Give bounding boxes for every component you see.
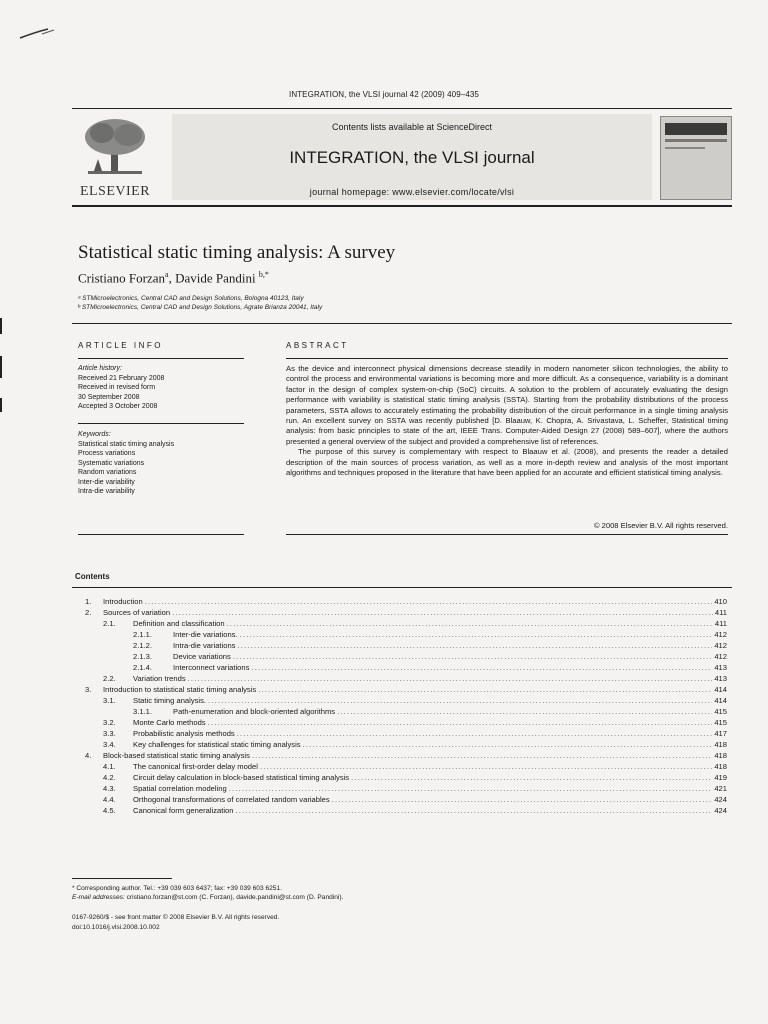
toc-title: Orthogonal transformations of correlated random variables: [133, 795, 330, 804]
toc-page: 410: [714, 597, 727, 606]
footnote-rule: [72, 878, 172, 879]
toc-leader: [208, 717, 713, 728]
toc-page: 412: [714, 652, 727, 661]
email-addresses[interactable]: cristiano.forzan@st.com (C. Forzan), davide.pandini@st.com (D. Pandini).: [126, 894, 344, 901]
toc-leader: [252, 750, 712, 761]
toc-number: 2.1.1.: [133, 630, 152, 639]
toc-page: 413: [714, 663, 727, 672]
affiliation-b: ᵇ STMicroelectronics, Central CAD and Design Solutions, Agrate Brianza 20041, Italy: [78, 304, 323, 311]
toc-number: 4.3.: [103, 784, 116, 793]
abstract-rule: [286, 534, 728, 535]
toc-number: 3.4.: [103, 740, 116, 749]
toc-title: Canonical form generalization: [133, 806, 234, 815]
toc-title: Spatial correlation modeling: [133, 784, 227, 793]
toc-entry[interactable]: [75, 739, 727, 750]
toc-number: 2.1.3.: [133, 652, 152, 661]
toc-number: 2.1.4.: [133, 663, 152, 672]
toc-title: Intra-die variations: [173, 641, 236, 650]
article-title: Statistical static timing analysis: A survey: [78, 242, 396, 263]
toc-entry[interactable]: [75, 651, 727, 662]
toc-page: 412: [714, 641, 727, 650]
toc-entry[interactable]: [75, 629, 727, 640]
history-line: Accepted 3 October 2008: [78, 403, 158, 410]
abstract-paragraph: The purpose of this survey is complementary with respect to Blaauw et al. (2008), and presents the reader a detailed description of the main sources of process variation, as well as a more in-depth review and analysis of the most important algorithms and techniques proposed in the literature that have been applied for an accurate and efficient statistical timing analysis.: [286, 447, 728, 478]
journal-banner: [72, 112, 732, 204]
toc-page: 414: [714, 696, 727, 705]
toc-title: Monte Carlo methods: [133, 718, 206, 727]
toc-number: 2.1.2.: [133, 641, 152, 650]
author-name: Davide Pandini: [175, 270, 256, 286]
article-info-heading: ARTICLE INFO: [78, 341, 163, 350]
toc-title: Path-enumeration and block-oriented algorithms: [173, 707, 336, 716]
toc-title: Inter-die variations.: [173, 630, 238, 639]
affiliation-rule: [72, 323, 732, 324]
toc-number: 3.3.: [103, 729, 116, 738]
toc-number: 4.5.: [103, 806, 116, 815]
toc-entry[interactable]: [75, 640, 727, 651]
toc-entry[interactable]: [75, 684, 727, 695]
email-line: [72, 893, 343, 902]
toc-title: Circuit delay calculation in block-based statistical timing analysis: [133, 773, 350, 782]
history-line: Received in revised form: [78, 384, 156, 391]
toc-number: 2.: [85, 608, 92, 617]
toc-title: Definition and classification: [133, 619, 225, 628]
toc-page: 424: [714, 795, 727, 804]
keywords-label: Keywords:: [78, 431, 111, 438]
toc-page: 419: [714, 773, 727, 782]
toc-leader: [235, 805, 712, 816]
toc-page: 411: [714, 608, 727, 617]
header-rule: [72, 108, 732, 109]
toc-number: 3.1.1.: [133, 707, 152, 716]
journal-cover-image: [660, 116, 732, 200]
author-separator: ,: [168, 270, 176, 286]
toc-entry[interactable]: [75, 761, 727, 772]
article-history: [78, 364, 164, 412]
toc-title: Introduction: [103, 597, 143, 606]
toc-title: Key challenges for statistical static timing analysis: [133, 740, 301, 749]
author-line: [78, 270, 269, 286]
toc-number: 2.2.: [103, 674, 116, 683]
toc-entry[interactable]: [75, 673, 727, 684]
toc-title: Probabilistic analysis methods: [133, 729, 235, 738]
history-line: 30 September 2008: [78, 393, 140, 401]
journal-homepage[interactable]: journal homepage: www.elsevier.com/locate/vlsi: [309, 187, 515, 197]
toc-leader: [233, 651, 713, 662]
toc-leader: [188, 673, 713, 684]
toc-page: 413: [714, 674, 727, 683]
keyword: Inter-die variability: [78, 478, 135, 486]
toc-page: 418: [714, 740, 727, 749]
toc-leader: [240, 629, 713, 640]
toc-number: 4.2.: [103, 773, 116, 782]
keyword: Random variations: [78, 469, 137, 476]
contents-rule: [72, 587, 732, 588]
keyword: Intra-die variability: [78, 488, 135, 495]
toc-page: 415: [714, 718, 727, 727]
contents-heading: Contents: [75, 572, 110, 581]
affiliation-a: ᵃ STMicroelectronics, Central CAD and Design Solutions, Bologna 40123, Italy: [78, 295, 304, 302]
abstract-paragraph: As the device and interconnect physical dimensions decrease steadily in modern nanometer silicon technologies, the ability to control the process and environmental variations is becoming more and more difficult. As a consequence, variability is a dominant factor in the design of complex system-on-chip (SoC) circuits. A solution to the problem of accurately evaluating the design performance with variability is statistical static timing analysis (SSTA). Starting from the probability distributions of the process parameters, SSTA allows to accurately estimating the probability distribution of the circuit performance in a single timing analysis run. An excellent survey on SSTA was recently published [D. Blaauw, K. Chopra, A. Srivastava, L. Scheffer, Statistical timing analysis: from basic principles to state of the art, IEEE Trans. Computer-Aided Design 27 (2008) 589–607], where the authors presented a general overview of the subject and provided a comprehensive list of references.: [286, 364, 728, 446]
info-rule: [78, 534, 244, 535]
toc-entry[interactable]: [75, 607, 727, 618]
toc-entry[interactable]: [75, 596, 727, 607]
scan-edge-mark: [0, 318, 2, 334]
journal-info-box: [172, 114, 652, 200]
toc-page: 411: [714, 619, 727, 628]
toc-title: Block-based statistical static timing analysis: [103, 751, 250, 760]
toc-title: The canonical first-order delay model: [133, 762, 258, 771]
sciencedirect-line: Contents lists available at ScienceDirect: [331, 122, 493, 132]
toc-number: 1.: [85, 597, 92, 606]
toc-leader: [337, 706, 712, 717]
toc-leader: [227, 618, 713, 629]
toc-leader: [258, 684, 712, 695]
toc-entry[interactable]: [75, 750, 727, 761]
toc-leader: [229, 783, 713, 794]
keyword: Process variations: [78, 450, 136, 457]
toc-entry[interactable]: [75, 717, 727, 728]
toc-page: 418: [714, 751, 727, 760]
toc-number: 4.1.: [103, 762, 116, 771]
abstract-rule: [286, 358, 728, 359]
toc-entry[interactable]: [75, 662, 727, 673]
publisher-logo: [72, 117, 158, 201]
doi-line[interactable]: doi:10.1016/j.vlsi.2008.10.002: [72, 924, 160, 931]
toc-page: 414: [714, 685, 727, 694]
running-head: INTEGRATION, the VLSI journal 42 (2009) 409–435: [289, 90, 479, 99]
affiliation-marker: a: [165, 270, 169, 279]
toc-leader: [260, 761, 712, 772]
toc-leader: [251, 662, 712, 673]
toc-number: 4.: [85, 751, 92, 760]
keywords: [78, 430, 174, 497]
toc-number: 3.1.: [103, 696, 116, 705]
info-rule: [78, 423, 244, 424]
info-rule: [78, 358, 244, 359]
issn-block: [72, 913, 279, 933]
toc-page: 417: [714, 729, 727, 738]
toc-entry[interactable]: [75, 695, 727, 706]
toc-leader: [332, 794, 713, 805]
toc-page: 424: [714, 806, 727, 815]
toc-title: Interconnect variations: [173, 663, 250, 672]
tree-logo-icon: [80, 117, 150, 177]
toc-leader: [303, 739, 713, 750]
abstract-body: [286, 364, 728, 478]
scan-edge-mark: [0, 356, 2, 378]
keyword: Statistical static timing analysis: [78, 440, 175, 448]
email-label: E-mail addresses:: [72, 894, 125, 901]
issn-line: 0167-9260/$ - see front matter © 2008 Elsevier B.V. All rights reserved.: [72, 914, 280, 921]
copyright-notice: © 2008 Elsevier B.V. All rights reserved.: [593, 521, 728, 530]
toc-page: 412: [714, 630, 727, 639]
toc-entry[interactable]: [75, 805, 727, 816]
corresponding-author: * Corresponding author. Tel.: +39 039 603 6437; fax: +39 039 603 6251.: [72, 885, 282, 892]
scan-edge-mark: [0, 398, 2, 412]
toc-leader: [351, 772, 712, 783]
toc-leader: [237, 728, 713, 739]
toc-title: Variation trends: [133, 674, 186, 683]
footnotes: [72, 884, 343, 902]
keyword: Systematic variations: [78, 459, 145, 467]
toc-leader: [145, 596, 713, 607]
toc-leader: [172, 607, 713, 618]
toc-page: 418: [714, 762, 727, 771]
toc-entry[interactable]: [75, 618, 727, 629]
toc-number: 4.4.: [103, 795, 116, 804]
toc-page: 421: [714, 784, 727, 793]
toc-leader: [237, 640, 712, 651]
toc-page: 415: [714, 707, 727, 716]
publisher-name: ELSEVIER: [79, 184, 151, 199]
toc-entry[interactable]: [75, 728, 727, 739]
toc-title: Device variations: [173, 652, 231, 661]
toc-title: Introduction to statistical static timing analysis: [103, 685, 257, 694]
toc-number: 2.1.: [103, 619, 116, 628]
toc-entry[interactable]: [75, 772, 727, 783]
author-name: Cristiano Forzan: [78, 270, 166, 286]
toc-entry[interactable]: [75, 783, 727, 794]
history-line: Received 21 February 2008: [78, 374, 165, 382]
toc-entry[interactable]: [75, 794, 727, 805]
journal-title: INTEGRATION, the VLSI journal: [289, 148, 535, 167]
abstract-heading: ABSTRACT: [286, 341, 349, 350]
toc-number: 3.: [85, 685, 92, 694]
toc-title: Sources of variation: [103, 608, 171, 617]
toc-title: Static timing analysis.: [133, 696, 207, 705]
toc-leader: [208, 695, 712, 706]
toc-entry[interactable]: [75, 706, 727, 717]
banner-bottom-rule: [72, 205, 732, 207]
toc-number: 3.2.: [103, 718, 116, 727]
affiliation-marker: b,*: [258, 270, 269, 279]
history-label: Article history:: [78, 365, 122, 372]
pen-mark: [18, 26, 58, 40]
